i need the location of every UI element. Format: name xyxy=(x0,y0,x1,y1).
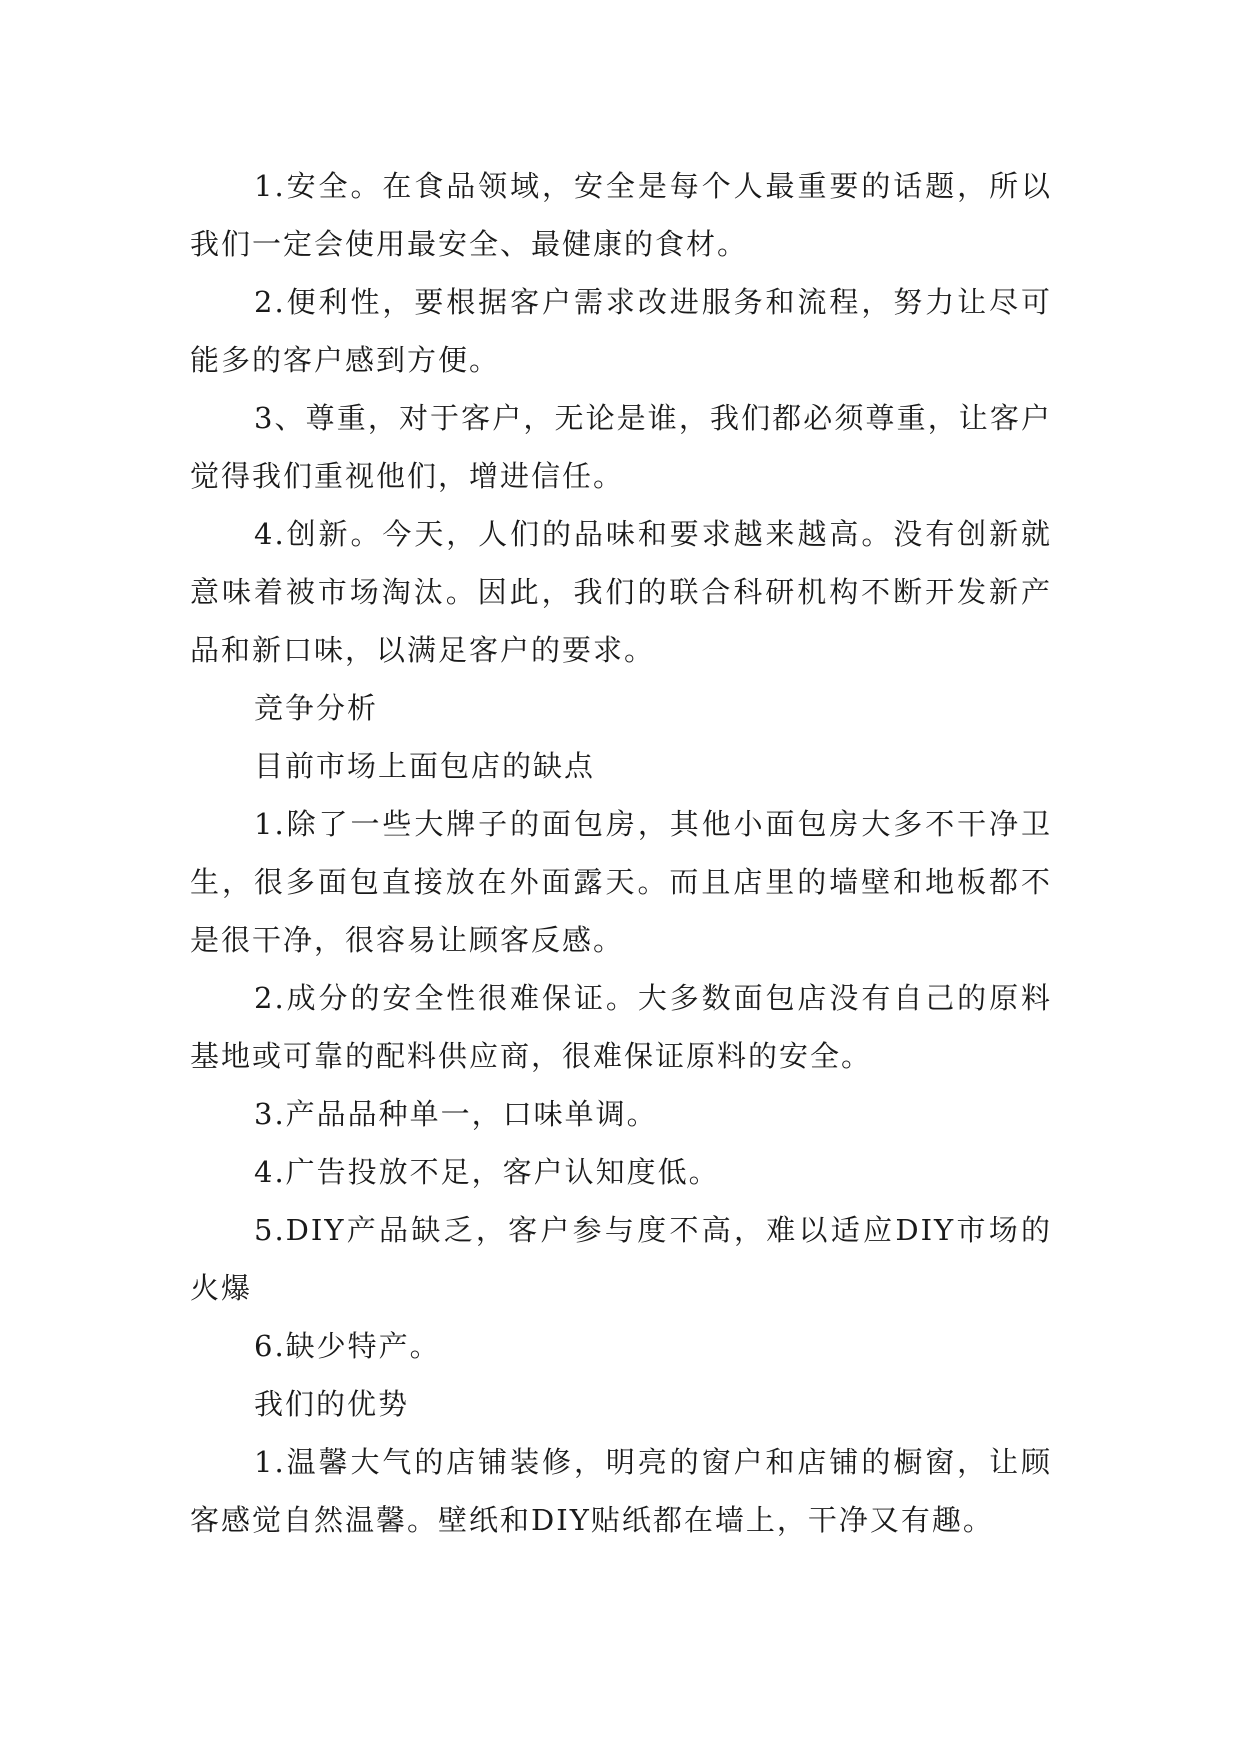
paragraph-principle-convenience: 2.便利性，要根据客户需求改进服务和流程，努力让尽可能多的客户感到方便。 xyxy=(190,285,1052,377)
paragraph-principle-safety: 1.安全。在食品领域，安全是每个人最重要的话题，所以我们一定会使用最安全、最健康的食材。 xyxy=(190,169,1052,261)
paragraph-weakness-diy: 5.DIY产品缺乏，客户参与度不高，难以适应DIY市场的火爆 xyxy=(190,1213,1052,1305)
paragraph-weakness-specialty: 6.缺少特产。 xyxy=(254,1329,441,1363)
paragraph-weakness-variety: 3.产品品种单一，口味单调。 xyxy=(254,1097,658,1131)
paragraph-weakness-hygiene: 1.除了一些大牌子的面包房，其他小面包房大多不干净卫生，很多面包直接放在外面露天。而且店里的墙壁和地板都不是很干净，很容易让顾客反感。 xyxy=(190,807,1052,957)
paragraph-weakness-ingredients: 2.成分的安全性很难保证。大多数面包店没有自己的原料基地或可靠的配料供应商，很难保证原料的安全。 xyxy=(190,981,1052,1073)
section-heading-competition: 竞争分析 xyxy=(254,691,379,725)
paragraph-principle-innovation: 4.创新。今天，人们的品味和要求越来越高。没有创新就意味着被市场淘汰。因此，我们的联合科研机构不断开发新产品和新口味，以满足客户的要求。 xyxy=(190,517,1052,667)
paragraph-advantage-decor: 1.温馨大气的店铺装修，明亮的窗户和店铺的橱窗，让顾客感觉自然温馨。壁纸和DIY贴纸都在墙上，干净又有趣。 xyxy=(190,1445,1052,1537)
subheading-our-advantages: 我们的优势 xyxy=(254,1387,410,1421)
paragraph-weakness-advertising: 4.广告投放不足，客户认知度低。 xyxy=(254,1155,720,1189)
document-body xyxy=(190,157,1052,1549)
subheading-market-weaknesses: 目前市场上面包店的缺点 xyxy=(254,749,596,783)
paragraph-principle-respect: 3、尊重，对于客户，无论是谁，我们都必须尊重，让客户觉得我们重视他们，增进信任。 xyxy=(190,401,1052,493)
